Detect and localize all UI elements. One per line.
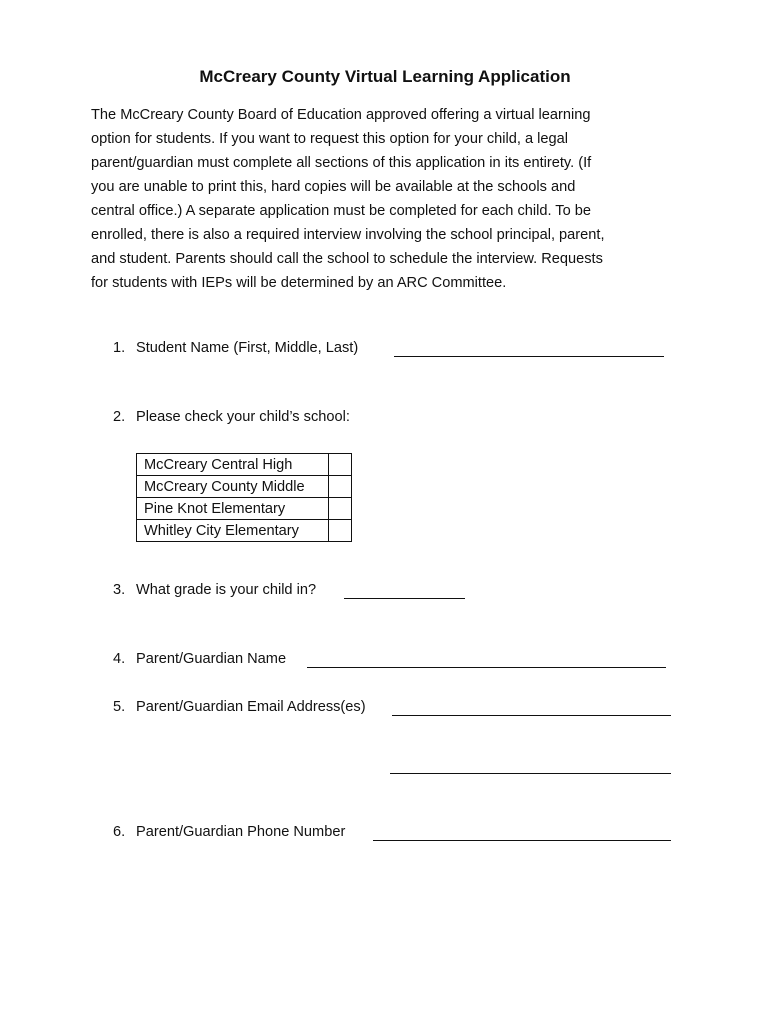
student-name-field[interactable]: [394, 356, 664, 357]
school-name: Pine Knot Elementary: [137, 498, 329, 520]
parent-email-field-secondary[interactable]: [390, 773, 671, 774]
school-table: [136, 453, 352, 542]
table-row: [137, 498, 352, 520]
parent-email-field[interactable]: [392, 715, 671, 716]
intro-line: you are unable to print this, hard copies will be available at the schools and: [91, 179, 576, 195]
intro-line: parent/guardian must complete all sections of this application in its entirety. (If: [91, 155, 592, 171]
question-number: 5.: [113, 699, 126, 715]
question-grade: [113, 582, 316, 598]
question-number: 3.: [113, 582, 126, 598]
question-label: Parent/Guardian Name: [136, 651, 287, 667]
table-row: [137, 520, 352, 542]
question-label: What grade is your child in?: [136, 582, 317, 598]
question-label: Student Name (First, Middle, Last): [136, 340, 359, 356]
intro-line: option for students. If you want to request this option for your child, a legal: [91, 131, 569, 147]
question-number: 4.: [113, 651, 126, 667]
intro-line: central office.) A separate application must be completed for each child. To be: [91, 203, 591, 219]
question-parent-email: [113, 699, 366, 715]
question-number: 2.: [113, 409, 126, 425]
school-checkbox[interactable]: [329, 498, 352, 520]
page-title: McCreary County Virtual Learning Application: [199, 67, 571, 86]
intro-line: The McCreary County Board of Education approved offering a virtual learning: [91, 107, 591, 123]
table-row: [137, 454, 352, 476]
intro-paragraph: [91, 103, 681, 295]
school-name: McCreary Central High: [137, 454, 329, 476]
question-label: Please check your child’s school:: [136, 409, 350, 425]
grade-field[interactable]: [344, 598, 465, 599]
school-name: McCreary County Middle: [137, 476, 329, 498]
parent-phone-field[interactable]: [373, 840, 671, 841]
parent-name-field[interactable]: [307, 667, 666, 668]
question-label: Parent/Guardian Phone Number: [136, 824, 346, 840]
intro-line: enrolled, there is also a required interview involving the school principal, parent,: [91, 227, 605, 243]
question-parent-phone: [113, 824, 345, 840]
intro-line: for students with IEPs will be determined by an ARC Committee.: [91, 275, 507, 291]
question-label: Parent/Guardian Email Address(es): [136, 699, 366, 715]
school-checkbox[interactable]: [329, 454, 352, 476]
question-number: 1.: [113, 340, 126, 356]
school-checkbox[interactable]: [329, 520, 352, 542]
question-parent-name: [113, 651, 286, 667]
question-school: [113, 409, 350, 425]
intro-line: and student. Parents should call the school to schedule the interview. Requests: [91, 251, 603, 267]
school-checkbox[interactable]: [329, 476, 352, 498]
school-name: Whitley City Elementary: [137, 520, 329, 542]
question-number: 6.: [113, 824, 126, 840]
question-student-name: [113, 340, 358, 356]
table-row: [137, 476, 352, 498]
